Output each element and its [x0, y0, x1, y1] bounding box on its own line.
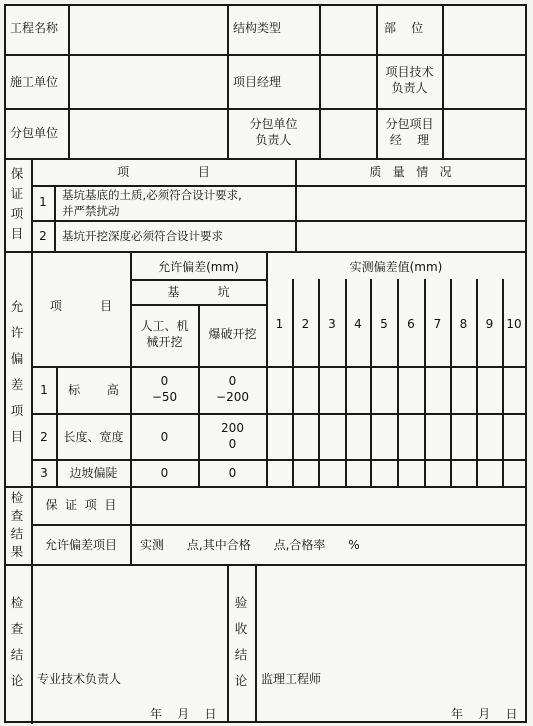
measure-col-number: 10 [506, 317, 522, 331]
measure-col-number: 5 [380, 317, 388, 331]
tolerance-row-name: 标 高 [68, 383, 119, 397]
guarantee-item-text: 基坑基底的土质,必须符合设计要求, 并严禁扰动 [62, 188, 242, 218]
tolerance-allowed-header: 允许偏差(mm) [158, 260, 239, 274]
check-date-label: 年 月 日 [150, 707, 217, 721]
label-department: 部 位 [384, 21, 424, 35]
rule [31, 413, 527, 415]
measure-col-number: 6 [407, 317, 415, 331]
rule [255, 564, 257, 723]
measure-col-number: 7 [433, 317, 442, 331]
label-subcontractor: 分包单位 [10, 126, 59, 140]
tolerance-manual-value: 0 [160, 430, 169, 444]
rule [4, 108, 527, 110]
rule [68, 4, 70, 158]
inspection-form-sheet [4, 4, 527, 723]
rule [31, 366, 527, 368]
rule [227, 564, 229, 723]
label-sub-lead: 分包单位 负责人 [249, 117, 298, 147]
rule [4, 4, 527, 6]
measure-col-number: 2 [301, 317, 310, 331]
accept-date-label: 年 月 日 [451, 707, 518, 721]
rule [31, 220, 527, 222]
rule [54, 185, 56, 251]
tolerance-row-name: 长度、宽度 [63, 430, 124, 444]
rule [318, 279, 320, 486]
rule [292, 279, 294, 486]
measure-col-number: 3 [328, 317, 336, 331]
guarantee-col-quality: 质 量 情 况 [369, 165, 452, 179]
guarantee-side-label: 保 证 项 目 [10, 166, 24, 241]
rule [4, 158, 527, 160]
rule [319, 4, 321, 158]
guarantee-item-text: 基坑开挖深度必须符合设计要求 [62, 229, 223, 243]
result-side-label: 检 查 结 果 [10, 490, 24, 559]
rule [397, 279, 399, 486]
tolerance-blast-value: 0 −200 [216, 374, 249, 404]
result-tolerance-label: 允许偏差项目 [44, 538, 117, 552]
tolerance-manual-value: 0 [160, 466, 169, 480]
accept-conclusion-side-label: 验 收 结 论 [234, 595, 248, 688]
measure-col-number: 4 [354, 317, 362, 331]
tolerance-blast-header: 爆破开挖 [208, 327, 257, 341]
result-measure-text: 实测 点,其中合格 点,合格率 % [140, 538, 360, 552]
label-tech-lead: 项目技术 负责人 [385, 65, 434, 95]
measure-col-number: 9 [485, 317, 494, 331]
rule [4, 54, 527, 56]
label-project-manager: 项目经理 [233, 75, 282, 89]
measure-col-number: 8 [459, 317, 468, 331]
label-construction-unit: 施工单位 [10, 75, 59, 89]
label-structure-type: 结构类型 [233, 21, 282, 35]
tolerance-row-name: 边坡偏陡 [69, 466, 118, 480]
tolerance-pit-header: 基 坑 [167, 285, 230, 299]
rule [4, 4, 6, 723]
check-conclusion-side-label: 检 查 结 论 [10, 595, 24, 688]
measure-col-number: 1 [275, 317, 284, 331]
check-signer-label: 专业技术负责人 [37, 672, 122, 686]
guarantee-item-no: 2 [39, 229, 47, 243]
rule [130, 279, 266, 281]
result-guarantee-label: 保 证 项 目 [45, 498, 117, 512]
rule [345, 279, 347, 486]
rule [442, 4, 444, 158]
label-project-name: 工程名称 [10, 21, 59, 35]
rule [370, 279, 372, 486]
rule [502, 279, 504, 486]
tolerance-side-label: 允 许 偏 差 项 目 [10, 299, 24, 444]
label-sub-manager: 分包项目 经 理 [385, 117, 434, 147]
rule [476, 279, 478, 486]
rule [4, 721, 527, 723]
rule [31, 459, 527, 461]
tolerance-row-no: 1 [40, 383, 48, 397]
rule [450, 279, 452, 486]
rule [4, 564, 527, 566]
rule [4, 486, 527, 488]
guarantee-col-item: 项 目 [117, 165, 210, 179]
rule [424, 279, 426, 486]
rule [266, 251, 268, 486]
tolerance-row-no: 3 [40, 466, 48, 480]
tolerance-manual-value: 0 −50 [151, 374, 178, 404]
rule [31, 524, 527, 526]
guarantee-item-no: 1 [39, 195, 47, 209]
rule [525, 4, 527, 723]
tolerance-blast-value: 0 [228, 466, 237, 480]
rule [130, 486, 132, 564]
tolerance-manual-header: 人工、机 械开挖 [140, 319, 189, 349]
tolerance-measured-header: 实测偏差值(mm) [349, 260, 443, 274]
tolerance-blast-value: 200 0 [221, 421, 244, 451]
accept-signer-label: 监理工程师 [261, 672, 322, 686]
tolerance-row-no: 2 [40, 430, 48, 444]
tolerance-col-item: 项 目 [49, 299, 113, 313]
